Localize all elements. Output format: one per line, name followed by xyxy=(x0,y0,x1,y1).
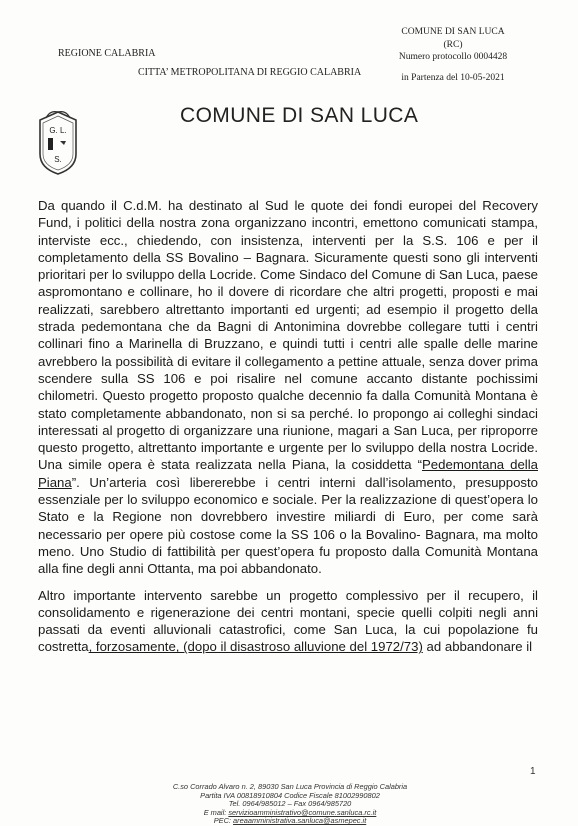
paragraph-1-continuation: ”. Un’arteria così libererebbe i centri interni dall’isolamento, presupposto essenziale per lo sviluppo economico e sociale. Per la realizzazione di quest’opera lo Stato e la Regione non dovrebbero investire miliardi di Euro, per come sarà necessario per opere più costose come la SS 106 o la Bovalino- Bagnara, ma molto meno. Uno Studio di fattibilità per quest’opera fu proposto dalla Comunità Montana alla fine degli anni Ottanta, ma poi abbandonato. xyxy=(38,474,538,577)
region-label: REGIONE CALABRIA xyxy=(58,48,156,59)
footer-pec-link[interactable]: areaamministrativa.sanluca@asmepec.it xyxy=(233,816,367,826)
footer-email-link[interactable]: servizioamministrativo@comune.sanluca.rc.it xyxy=(228,807,377,817)
paragraph-1 xyxy=(38,197,538,578)
page-title: COMUNE DI SAN LUCA xyxy=(180,104,419,127)
footer-tax-info: Partita IVA 00818910804 Codice Fiscale 81002990802 xyxy=(200,790,380,800)
footer-phone: Tel. 0964/985012 – Fax 0964/985720 xyxy=(228,799,352,809)
metro-city-label: CITTA’ METROPOLITANA DI REGGIO CALABRIA xyxy=(138,67,362,78)
paragraph-1-text: Da quando il C.d.M. ha destinato al Sud le quote dei fondi europei del Recovery Fund, i politici della nostra zona organizzano incontri, emettono comunicati stampa, interviste ecc., chiedendo, con insistenza, interventi per la S.S. 106 e per il completamento della SS Bovalino – Bagnara. Sicuramente questi sono gli interventi prioritari per lo sviluppo della Locride. Come Sindaco del Comune di San Luca, paese aspromontano e collinare, ho il dovere di ricordare che altri progetti, proposti e mai realizzati, sarebbero altrettanto importanti ed urgenti; ad esempio il progetto della strada pedemontana che da Bagni di Antonimina dovrebbe collegare tutti i centri collinari fino a Marinella di Bruzzano, e quindi tutti i centri alle spalle delle marine avrebbero la possibilità di evitare il collegamento a pettine attuale, senza dover prima scendere sulla SS 106 e poi risalire nel comune accanto distante pochissimi chilometri. Questo progetto proposto qualche decennio fa dalla Comunità Montana è stato completamente abbandonato, non si sa perché. Io propongo ai colleghi sindaci interessati al progetto di organizzare una riunione, magari a San Luca, per riproporre questo progetto, altrettanto importante e urgente per lo sviluppo della nostra Locride. Una simile opera è stata realizzata nella Piana, la cosiddetta “ xyxy=(38,198,538,473)
letter-body xyxy=(38,197,538,656)
crest-letters-top: G. L. xyxy=(49,126,67,135)
protocol-number: Numero protocollo 0004428 xyxy=(398,52,508,63)
protocol-comune: COMUNE DI SAN LUCA xyxy=(401,27,505,37)
municipal-crest-icon xyxy=(36,110,80,176)
footer-pec-label: PEC: xyxy=(213,816,234,826)
protocol-date: in Partenza del 10-05-2021 xyxy=(401,72,505,83)
protocol-province: (RC) xyxy=(443,39,463,50)
paragraph-2-continuation: ad abbandonare il xyxy=(422,639,533,655)
footer-address: C.so Corrado Alvaro n. 2, 89030 San Luca Provincia di Reggio Calabria xyxy=(172,782,408,791)
footer xyxy=(150,783,430,826)
paragraph-2 xyxy=(38,587,538,656)
pedemontana-reference: Pedemontana della Piana xyxy=(38,457,538,490)
crest-letters-bottom: S. xyxy=(54,155,62,164)
flood-reference: , forzosamente, (dopo il disastroso alluvione del 1972/73) xyxy=(88,639,423,655)
page-number: 1 xyxy=(530,766,536,777)
protocol-stamp xyxy=(378,26,528,84)
paragraph-2-text: Altro importante intervento sarebbe un progetto complessivo per il recupero, il consolidamento e rigenerazione dei centri montani, specie quelli colpiti negli anni passati da eventi alluvionali catastrofici, come San Luca, la cui popolazione fu costretta xyxy=(38,587,538,655)
footer-email-label: E mail: xyxy=(203,807,229,817)
